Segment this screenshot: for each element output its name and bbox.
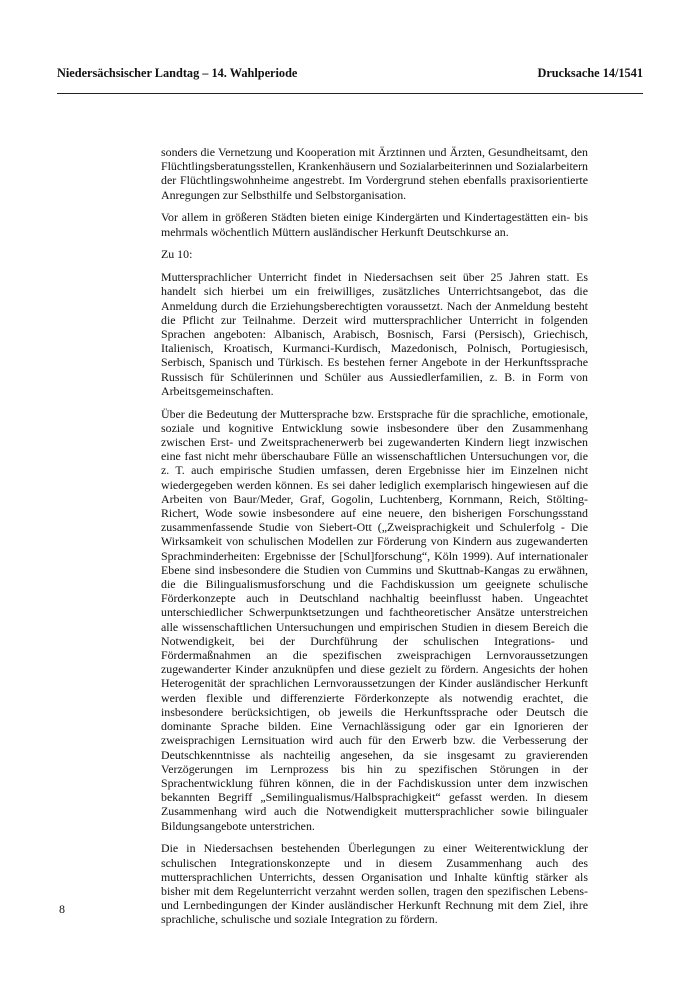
page-number: 8 [59,902,65,916]
paragraph: Vor allem in größeren Städten bieten einige Kindergärten und Kindertagestätten ein- bis mehrmals wöchentlich Müttern ausländischer Herkunft Deutschkurse an. [161,210,588,239]
paragraph: Muttersprachlicher Unterricht findet in Niedersachsen seit über 25 Jahren statt. Es handelt sich hierbei um ein freiwilliges, zusätzliches Unterrichtsangebot, das die Anmeldung durch die Erziehungsberechtigten voraussetzt. Nach der Anmeldung besteht die Pflicht zur Teilnahme. Derzeit wird muttersprachlicher Unterricht in folgenden Sprachen angeboten: Albanisch, Arabisch, Bosnisch, Farsi (Persisch), Griechisch, Italienisch, Kroatisch, Kurmanci-Kurdisch, Mazedonisch, Polnisch, Portugiesisch, Serbisch, Spanisch und Türkisch. Es bestehen ferner Angebote in der Herkunftssprache Russisch für Schülerinnen und Schüler aus Aussiedlerfamilien, z. B. in Form von Arbeitsgemeinschaften. [161,270,588,398]
body-text [161,145,588,935]
paragraph: Die in Niedersachsen bestehenden Überlegungen zu einer Weiterentwicklung der schulischen Integrationskonzepte und in diesem Zusammenhang auch des muttersprachlichen Unterrichts, dessen Organisation und Inhalte künftig stärker als bisher mit dem Regelunterricht verzahnt werden sollen, tragen den spezifischen Lebens- und Lernbedingungen der Kinder ausländischer Herkunft Rechnung mit dem Ziel, ihre sprachliche, schulische und soziale Integration zu fördern. [161,841,588,927]
header-title: Niedersächsischer Landtag – 14. Wahlperiode [57,66,298,80]
paragraph: Über die Bedeutung der Muttersprache bzw. Erstsprache für die sprachliche, emotionale, soziale und kognitive Entwicklung sowie insbesondere über den Zusammenhang zwischen Erst- und Zweitsprachenerwerb bei zugewanderten Kindern liegt inzwischen eine fast nicht mehr überschaubare Fülle an wissenschaftlichen Untersuchungen vor, die z. T. auch empirische Studien umfassen, deren Ergebnisse hier im Einzelnen nicht wiedergegeben werden können. Es sei daher lediglich exemplarisch hingewiesen auf die Arbeiten von Baur/Meder, Graf, Gogolin, Luchtenberg, Kornmann, Reich, Stölting-Richert, Wode sowie insbesondere auf eine neuere, den bisherigen Forschungsstand zusammenfassende Studie von Siebert-Ott („Zweisprachigkeit und Schulerfolg - Die Wirksamkeit von schulischen Modellen zur Förderung von Kindern aus zugewanderten Sprachminderheiten: Ergebnisse der [Schul]forschung“, Köln 1999). Auf internationaler Ebene sind insbesondere die Studien von Cummins und Skuttnab-Kangas zu erwähnen, die die Bilingualismusforschung und die Fachdiskussion um geeignete schulische Förderkonzepte auch in Deutschland nachhaltig beeinflusst haben. Ungeachtet unterschiedlicher Schwerpunktsetzungen und fachtheoretischer Ansätze unterstreichen alle wissenschaftlichen Untersuchungen und empirischen Studien in diesem Bereich die Notwendigkeit, bei der Durchführung der schulischen Integrations- und Fördermaßnahmen an die spezifischen zweisprachigen Lernvoraussetzungen zugewanderter Kinder anzuknüpfen und diese gezielt zu fördern. Angesichts der hohen Heterogenität der sprachlichen Lernvoraussetzungen der Kinder ausländischer Herkunft werden flexible und differenzierte Förderkonzepte als notwendig erachtet, die insbesondere berücksichtigen, ob jeweils die Herkunftssprache oder Deutsch die dominante Sprache bilden. Eine Vernachlässigung oder gar ein Ignorieren der zweisprachigen Lernsituation wird auch für den Erwerb bzw. die Verbesserung der Deutschkenntnisse als nachteilig angesehen, da sie insgesamt zu gravierenden Verzögerungen im Lernprozess bis hin zu spezifischen Störungen in der Sprachentwicklung führen können, die in der Fachdiskussion unter dem inzwischen bekannten Begriff „Semilingualismus/Halbsprachigkeit“ gefasst werden. In diesem Zusammenhang wird auch die Notwendigkeit muttersprachlicher sowie bilingualer Bildungsangebote unterstrichen. [161,406,588,833]
section-heading: Zu 10: [161,247,193,262]
header-divider [57,93,643,94]
page-header [57,66,643,80]
header-document-number: Drucksache 14/1541 [537,66,643,80]
paragraph: sonders die Vernetzung und Kooperation mit Ärztinnen und Ärzten, Gesundheitsamt, den Flüchtlingsberatungsstellen, Krankenhäusern und Sozialarbeiterinnen und Sozialarbeitern der Flüchtlingswohnheime angestrebt. Im Vordergrund stehen ebenfalls praxisorientierte Anregungen zur Selbsthilfe und Selbstorganisation. [161,145,588,202]
